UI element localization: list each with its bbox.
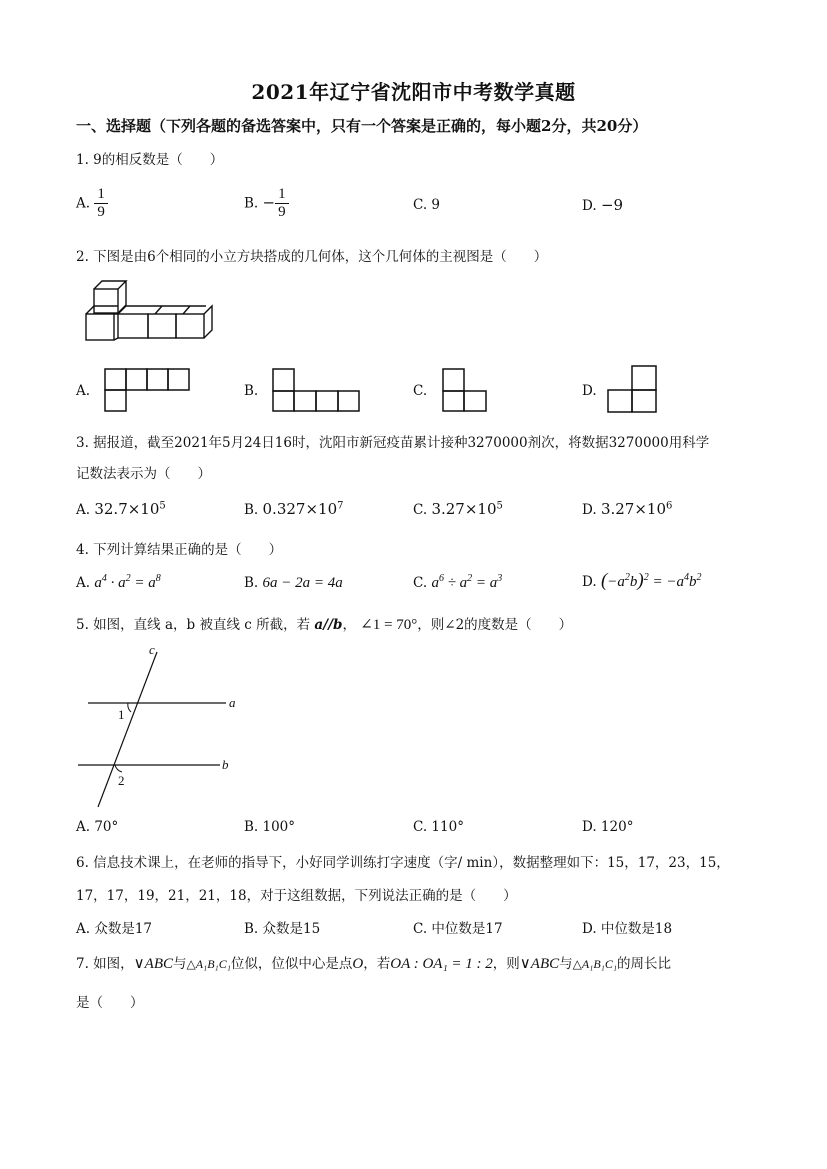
- q3-stem-line2: 记数法表示为（ ）: [76, 466, 211, 482]
- q5-option-d: D. 120°: [582, 819, 634, 835]
- q6-option-c: C. 中位数是17: [413, 921, 503, 937]
- q3-c-label: C.: [413, 502, 428, 518]
- q3-a-exponent: 5: [159, 500, 166, 512]
- q1-option-d: [582, 196, 623, 214]
- q4-c-expression: $a^6 \div a^2 = a^3$: [431, 573, 503, 591]
- q7-stem-line1: [76, 952, 671, 973]
- q6-option-b: B. 众数是15: [244, 921, 321, 937]
- q7-triangle-abc-2: ∨ABC: [519, 956, 560, 972]
- q1-option-b: [244, 186, 289, 222]
- q2-option-b-label: B.: [244, 383, 259, 399]
- q4-b-label: B.: [244, 575, 259, 591]
- q7-triangle-abc: ∨ABC: [133, 956, 173, 972]
- q1-stem: 1. 9的相反数是（ ）: [76, 152, 224, 168]
- q4-option-c: [413, 573, 502, 592]
- q4-option-d: [582, 570, 701, 592]
- q5-label-2: 2: [118, 773, 125, 788]
- q6-stem-line2: 17，17，19，21，21，18，对于这组数据，下列说法正确的是（ ）: [76, 888, 517, 904]
- q1-b-denominator: 9: [278, 204, 286, 221]
- q1-b-label: B.: [244, 195, 259, 212]
- q2-option-c-view: [442, 368, 490, 414]
- q7-triangle-a1b1c1-2: △A₁B₁C₁: [572, 957, 618, 971]
- q7-stem-pre: 7. 如图，: [76, 956, 134, 972]
- q4-d-label: D.: [582, 574, 597, 590]
- q7-ratio: OA : OA₁ = 1 : 2: [390, 956, 493, 972]
- q4-c-label: C.: [413, 575, 428, 591]
- q7-text-similar-center: 位似，位似中心是点: [230, 956, 353, 972]
- q7-text-if: ，若: [363, 956, 391, 972]
- q7-triangle-a1b1c1: △A₁B₁C₁: [186, 957, 231, 971]
- q7-text-and: 与: [172, 956, 187, 972]
- q3-c-base: 3.27×10: [431, 500, 497, 518]
- q3-b-exponent: 7: [337, 500, 344, 512]
- q1-option-c: C. 9: [413, 197, 441, 213]
- q1-d-label: D.: [582, 198, 597, 214]
- q2-option-d-view: [606, 365, 658, 415]
- q5-parallel-lines-figure: [76, 640, 256, 812]
- q4-option-b: [244, 575, 343, 592]
- q5-angle-condition: ∠1 = 70°: [360, 617, 418, 633]
- q2-option-a-view: [104, 368, 194, 414]
- q7-stem-line2: 是（ ）: [76, 995, 144, 1011]
- q2-solid-figure: [80, 280, 210, 344]
- q6-option-a: A. 众数是17: [76, 921, 153, 937]
- q2-option-b-view: [272, 368, 364, 414]
- q7-text-then: ，则: [492, 956, 520, 972]
- q1-d-value: −9: [600, 196, 624, 214]
- q2-option-c-label: C.: [413, 383, 428, 399]
- q1-b-fraction: [275, 186, 289, 222]
- q3-d-base: 3.27×10: [600, 500, 666, 518]
- q6-option-d: D. 中位数是18: [582, 921, 673, 937]
- q1-a-fraction: [94, 186, 108, 222]
- q1-a-denominator: 9: [97, 204, 105, 221]
- q6-stem-line1: 6. 信息技术课上，在老师的指导下，小好同学训练打字速度（字/ min），数据整理如下：15，17，23，15，: [76, 855, 730, 871]
- q3-option-a: [76, 500, 166, 518]
- q5-label-b: b: [222, 757, 229, 772]
- q5-parallel-condition: a//b: [314, 617, 343, 633]
- q1-a-label: A.: [76, 195, 91, 212]
- q3-option-c: [413, 500, 503, 518]
- section-heading: 一、选择题（下列各题的备选答案中，只有一个答案是正确的，每小题2分，共20分）: [76, 117, 648, 135]
- q1-b-sign: −: [262, 193, 276, 212]
- q3-d-label: D.: [582, 502, 597, 518]
- q5-label-1: 1: [118, 707, 125, 722]
- q5-stem-pre: 5. 如图，直线 a，b 被直线 c 所截，若: [76, 617, 311, 633]
- q4-a-expression: $a^4 \cdot a^2 = a^8$: [94, 573, 161, 591]
- q3-a-label: A.: [76, 502, 91, 518]
- q3-d-exponent: 6: [666, 500, 673, 512]
- q4-a-label: A.: [76, 575, 91, 591]
- q1-option-a: [76, 186, 108, 222]
- q3-option-d: [582, 500, 672, 518]
- q2-option-d-label: D.: [582, 383, 597, 399]
- q5-label-a: a: [229, 695, 236, 710]
- q5-option-b: B. 100°: [244, 819, 296, 835]
- q2-option-a-label: A.: [76, 383, 91, 399]
- q7-center-o: O: [352, 956, 364, 972]
- q4-stem: 4. 下列计算结果正确的是（ ）: [76, 542, 283, 558]
- q5-stem-post: ，则∠2的度数是（ ）: [417, 617, 573, 633]
- q4-b-expression: 6a − 2a = 4a: [262, 575, 343, 591]
- q3-option-b: [244, 500, 344, 518]
- q1-b-numerator: 1: [275, 186, 289, 204]
- q2-stem: 2. 下图是由6个相同的小立方块搭成的几何体，这个几何体的主视图是（ ）: [76, 249, 548, 265]
- q3-c-exponent: 5: [496, 500, 503, 512]
- q4-d-expression: $(-a^2b)^2 = -a^4b^2$: [600, 570, 702, 591]
- page-title: 2021年辽宁省沈阳市中考数学真题: [251, 80, 576, 104]
- q5-option-c: C. 110°: [413, 819, 464, 835]
- q7-text-perimeter-ratio: 的周长比: [617, 956, 672, 972]
- q1-a-numerator: 1: [94, 186, 108, 204]
- q4-option-a: [76, 573, 161, 592]
- q5-option-a: A. 70°: [76, 819, 119, 835]
- q5-label-c: c: [149, 642, 155, 657]
- q3-b-label: B.: [244, 502, 259, 518]
- q3-stem-line1: 3. 据报道，截至2021年5月24日16时，沈阳市新冠疫苗累计接种3270000剂次，将数据3270000用科学: [76, 435, 710, 451]
- q3-a-base: 32.7×10: [94, 500, 160, 518]
- q5-stem: 5. 如图，直线 a，b 被直线 c 所截，若 a//b， ∠1 = 70°，则∠2的度数是（ ）: [76, 617, 573, 633]
- q7-text-and-2: 与: [559, 956, 573, 972]
- q3-b-base: 0.327×10: [262, 500, 338, 518]
